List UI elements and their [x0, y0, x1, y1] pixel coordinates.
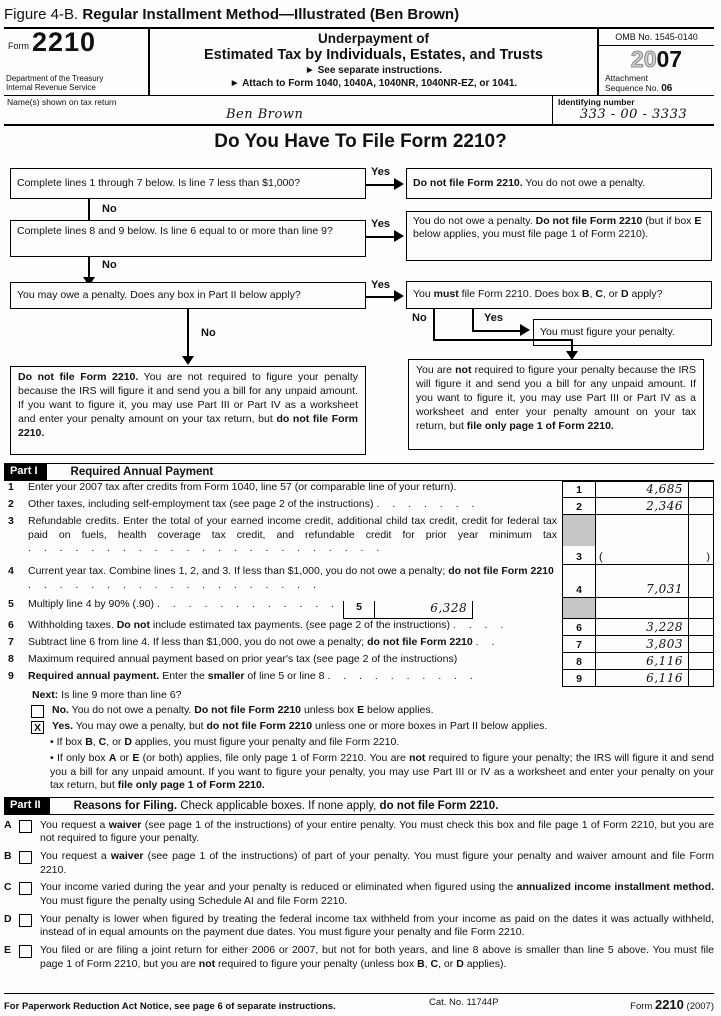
part1-label: Part I [4, 464, 47, 480]
right-arrow-icon [394, 178, 404, 190]
footer-form-id: Form 2210 (2007) [630, 997, 714, 1012]
part2-item-b: B You request a waiver (see page 1 of the instructions) of part of your penalty. You must figure your penalty and waiver amount and file Form 2210. [4, 850, 714, 876]
table-row: 4 Current year tax. Combine lines 1, 2, and 3. If less than $1,000, you do not owe a penalty; do not file Form 2210 . . . . . . . . . . . . . . . . . . . 4 7,031 [4, 565, 714, 598]
part2-label: Part II [4, 798, 50, 814]
taxpayer-row [4, 96, 714, 126]
shaded-cell [562, 598, 596, 619]
line4-cents[interactable] [688, 565, 714, 598]
option-yes-text: Yes. You may owe a penalty, but do not file Form 2210 unless one or more boxes in Part II below applies. [52, 720, 548, 733]
flow-r3-no-label: No [412, 312, 427, 324]
line9-text: Required annual payment. Enter the smaller of line 5 or line 8 . . . . . . . . . . [28, 669, 474, 682]
form-title-line1: Underpayment of [317, 31, 429, 46]
line8-cents[interactable] [688, 653, 714, 670]
line5-amount[interactable]: 6,328 [375, 601, 473, 618]
part1-options [4, 689, 714, 793]
paperwork-notice: For Paperwork Reduction Act Notice, see page 6 of separate instructions. [4, 1001, 336, 1012]
omb-number: OMB No. 1545-0140 [599, 29, 714, 46]
form-word: Form [8, 40, 29, 51]
next-question: Next: Is line 9 more than line 6? [32, 688, 182, 701]
tax-year [599, 46, 714, 71]
line2-amount[interactable]: 2,346 [596, 498, 688, 515]
bullet-2: • If only box A or E (or both) applies, file only page 1 of Form 2210. You are not required to figure your penalty; the IRS will figure it and send you a bill for any unpaid amount. If you want to figure your penalty, you may use Part III or IV as a worksheet and enter your penalty on your tax return, but file only page 1 of Form 2210. [50, 751, 715, 792]
tax-year-prefix: 20 [630, 46, 657, 72]
line7-text: Subtract line 6 from line 4. If less than $1,000, you do not owe a penalty; do not file Form 2210 . . [28, 635, 496, 648]
connector-line [88, 257, 90, 279]
form-number-block [4, 29, 150, 95]
figure-title [0, 0, 721, 26]
flow-final-right-box: You are not required to figure your penalty because the IRS will figure it and send you a bill for any unpaid amount. If you want to figure it, you may use Part III or Part IV as a worksheet and enter your penalty amount on your tax return, but file only page 1 of Form 2210. [408, 359, 704, 450]
flow-r3-yes-label: Yes [484, 312, 503, 324]
line5-inline-box: 5 6,328 [343, 601, 473, 619]
name-label: Name(s) shown on tax return [7, 97, 117, 107]
line5-text: Multiply line 4 by 90% (.90) . . . . . . . . . . . . 5 6,328 [28, 598, 557, 619]
right-arrow-icon [394, 230, 404, 242]
catalog-number: Cat. No. 11744P [429, 997, 499, 1008]
page-footer [4, 993, 714, 1012]
id-cell [552, 96, 714, 124]
omb-year-block [597, 29, 714, 95]
connector-line [433, 339, 573, 341]
name-field[interactable]: Ben Brown [226, 107, 304, 122]
shaded-cell [563, 515, 595, 546]
line6-text: Withholding taxes. Do not include estimated tax payments. (see page 2 of the instructions) . . . . [28, 618, 505, 631]
checkbox-e[interactable] [19, 945, 32, 958]
form-title-block [150, 29, 597, 95]
line4-amount[interactable]: 7,031 [596, 565, 688, 598]
connector-line [472, 330, 520, 332]
part1-title: Required Annual Payment [70, 466, 214, 478]
table-row: 6 Withholding taxes. Do not include estimated tax payments. (see page 2 of the instructions) . . . . 6 3,228 [4, 619, 714, 636]
flow-q2-no-label: No [102, 259, 117, 271]
part2-header [4, 797, 714, 815]
tax-year-suffix: 07 [656, 46, 683, 72]
part2-item-a: A You request a waiver (see page 1 of the instructions) of your entire penalty. You must check this box and file page 1 of Form 2210, but you are not required to figure your penalty. [4, 818, 714, 845]
option-yes-row [4, 720, 714, 734]
connector-line [433, 309, 435, 339]
flow-r3-box: You must file Form 2210. Does box B, C, or D apply? [406, 281, 712, 309]
checkbox-a[interactable] [19, 820, 32, 833]
part2-item-c: C Your income varied during the year and your penalty is reduced or eliminated when figured using the annualized income installment method. You must figure the penalty using Schedule AI and file Form 2210. [4, 881, 714, 908]
flowchart-heading: Do You Have To File Form 2210? [214, 131, 507, 152]
see-instructions-note: ► See separate instructions. [304, 64, 443, 76]
checkbox-no[interactable] [31, 705, 44, 718]
flow-q1-box: Complete lines 1 through 7 below. Is line 7 less than $1,000? [10, 168, 366, 199]
line7-amount[interactable]: 3,803 [596, 636, 688, 653]
line8-amount[interactable]: 6,116 [596, 653, 688, 670]
table-row: 7 Subtract line 6 from line 4. If less than $1,000, you do not owe a penalty; do not file Form 2210 . . 7 3,803 [4, 636, 714, 653]
form-header [4, 27, 714, 96]
table-row: 9 Required annual payment. Enter the smaller of line 5 or line 8 . . . . . . . . . . 9 6,116 [4, 670, 714, 687]
right-arrow-icon [394, 290, 404, 302]
checkbox-yes[interactable]: X [31, 721, 44, 734]
line1-cents[interactable] [688, 481, 714, 498]
form-number: 2210 [32, 27, 97, 57]
line6-cents[interactable] [688, 619, 714, 636]
line3-amount[interactable]: ( [596, 515, 688, 565]
flow-r2-box: You do not owe a penalty. Do not file Form 2210 (but if box E below applies, you must file page 1 of Form 2210). [406, 211, 712, 261]
connector-line [187, 309, 189, 358]
table-row: 8 Maximum required annual payment based on prior year's tax (see page 2 of the instructions) 8 6,116 [4, 653, 714, 670]
part2-title: Reasons for Filing. Check applicable boxes. If none apply, do not file Form 2210. [73, 799, 499, 812]
line9-amount[interactable]: 6,116 [596, 670, 688, 687]
name-cell [4, 96, 552, 124]
flow-r1-box: Do not file Form 2210. You do not owe a penalty. [406, 168, 712, 199]
form-title-line2: Estimated Tax by Individuals, Estates, and Trusts [204, 46, 543, 63]
checkbox-b[interactable] [19, 851, 32, 864]
part2-item-d: D Your penalty is lower when figured by treating the federal income tax withheld from your income as paid on the dates it was actually withheld, instead of in equal amounts on the payment due dates. You must figure your penalty and file Form 2210. [4, 912, 714, 939]
id-field[interactable]: 333 - 00 - 3333 [579, 107, 688, 122]
line8-text: Maximum required annual payment based on prior year's tax (see page 2 of the instructions) [28, 652, 458, 665]
table-row: 1 Enter your 2007 tax after credits from Form 1040, line 57 (or comparable line of your return). 1 4,685 [4, 481, 714, 498]
connector-line [366, 236, 394, 238]
flow-q2-yes-label: Yes [371, 218, 390, 230]
part2-item-e: E You filed or are filing a joint return for either 2006 or 2007, but not for both years, and line 8 above is smaller than line 5 above. You must file page 1 of Form 2210, but you are not required to figure your penalty (unless box B, C, or D applies). [4, 943, 714, 970]
flow-penalty-box: You must figure your penalty. [533, 319, 712, 346]
table-row: 5 Multiply line 4 by 90% (.90) . . . . . . . . . . . . 5 6,328 [4, 598, 714, 619]
flow-q3-yes-label: Yes [371, 279, 390, 291]
part1-table [4, 481, 714, 687]
option-no-text: No. You do not owe a penalty. Do not file Form 2210 unless box E below applies. [52, 704, 434, 717]
connector-line [472, 309, 474, 331]
checkbox-c[interactable] [19, 882, 32, 895]
table-row: 3 Refundable credits. Enter the total of your earned income credit, additional child tax credit, credit for federal tax paid on fuels, health coverage tax credit, and refundable credit for prior year minimum tax . . . . . . . . . . . . . . . . . . . . . . . 3 ( ) [4, 515, 714, 565]
id-label: Identifying number [558, 97, 635, 107]
line2-cents[interactable] [688, 498, 714, 515]
figure-label: Figure 4-B. [4, 6, 79, 23]
attachment-sequence: Attachment Sequence No. 06 [605, 73, 673, 95]
line4-text: Current year tax. Combine lines 1, 2, and 3. If less than $1,000, you do not owe a penalty; do not file Form 2210 . . . . . . . . . . . . . . . . . . . [28, 565, 554, 591]
line1-amount[interactable]: 4,685 [596, 481, 688, 498]
right-arrow-icon [520, 324, 530, 336]
line7-cents[interactable] [688, 636, 714, 653]
option-no-row [4, 704, 714, 718]
line9-cents[interactable] [688, 670, 714, 687]
agency-name: Department of the Treasury Internal Revenue Service [6, 73, 104, 93]
flow-final-left-box: Do not file Form 2210. You are not required to figure your penalty because the IRS will figure it and send you a bill for any unpaid amount. If you want to figure it, you may use Part III or Part IV as a worksheet and enter your penalty amount on your tax return, but do not file Form 2210. [10, 366, 366, 455]
flow-q2-box: Complete lines 8 and 9 below. Is line 6 equal to or more than line 9? [10, 220, 366, 257]
flowchart [0, 153, 721, 459]
connector-line [366, 184, 394, 186]
checkbox-d[interactable] [19, 914, 32, 927]
line6-amount[interactable]: 3,228 [596, 619, 688, 636]
line1-text: Enter your 2007 tax after credits from Form 1040, line 57 (or comparable line of your return). [28, 481, 457, 493]
flow-q3-box: You may owe a penalty. Does any box in Part II below apply? [10, 282, 366, 309]
connector-line [366, 296, 394, 298]
line3-cents[interactable]: ) [688, 515, 714, 565]
line3-text: Refundable credits. Enter the total of your earned income credit, additional child tax credit, credit for federal tax paid on fuels, health coverage tax credit, and refundable credit for prior year minimum tax . . . . . . . . . . . . . . . . . . . . . . . [28, 515, 557, 555]
flow-q1-yes-label: Yes [371, 166, 390, 178]
table-row: 2 Other taxes, including self-employment tax (see page 2 of the instructions) . . . . . . . 2 2,346 [4, 498, 714, 515]
part1-header [4, 463, 714, 481]
line2-text: Other taxes, including self-employment tax (see page 2 of the instructions) . . . . . . . [28, 498, 476, 510]
bullet-1: • If box B, C, or D applies, you must figure your penalty and file Form 2210. [50, 736, 400, 749]
attach-note: ► Attach to Form 1040, 1040A, 1040NR, 1040NR-EZ, or 1041. [229, 77, 518, 89]
flow-q3-no-label: No [201, 327, 216, 339]
figure-title-text: Regular Installment Method—Illustrated (Ben Brown) [82, 6, 460, 23]
down-arrow-icon [182, 356, 194, 365]
flow-q1-no-label: No [102, 203, 117, 215]
